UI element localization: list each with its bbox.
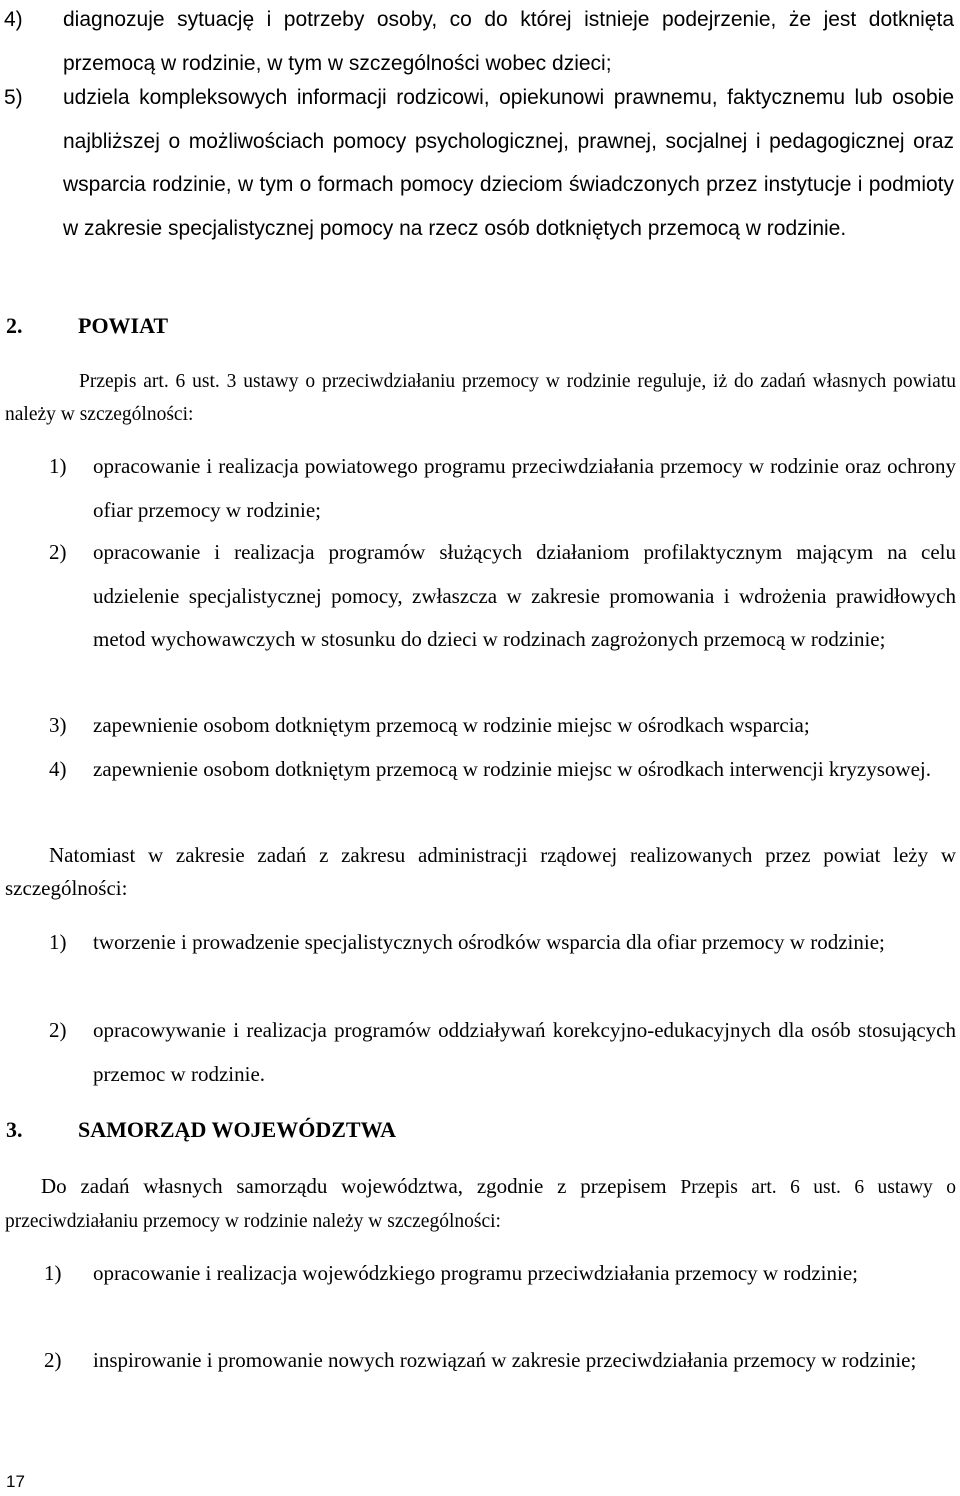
list-item-number: 5) xyxy=(4,86,23,109)
section-title: SAMORZĄD WOJEWÓDZTWA xyxy=(78,1117,397,1142)
list-item-text: zapewnienie osobom dotkniętym przemocą w rodzinie miejsc w ośrodkach wsparcia; xyxy=(93,713,810,737)
list-item-number: 2) xyxy=(49,1018,67,1042)
list-item-text: zapewnienie osobom dotkniętym przemocą w rodzinie miejsc w ośrodkach interwencji kryzysowej. xyxy=(93,757,931,781)
list-item-number: 1) xyxy=(44,1261,62,1285)
list-item-number: 4) xyxy=(49,757,67,781)
list-item-text: diagnozuje sytuację i potrzeby osoby, co do której istnieje podejrzenie, że jest dotknięta przemocą w rodzinie, w tym w szczególności wobec dzieci; xyxy=(63,8,954,75)
list-item-number: 2) xyxy=(49,540,67,564)
list-item-5 xyxy=(4,76,954,250)
list-item-text: tworzenie i prowadzenie specjalistycznych ośrodków wsparcia dla ofiar przemocy w rodzinie; xyxy=(93,930,885,954)
section-number: 2. xyxy=(6,313,23,338)
list-item-text: opracowanie i realizacja wojewódzkiego programu przeciwdziałania przemocy w rodzinie; xyxy=(93,1261,858,1285)
powiat-list-item-3 xyxy=(49,704,956,748)
powiat-list-item-2 xyxy=(49,531,956,662)
section3-intro-text: Do zadań własnych samorządu województwa, zgodnie z przepisem xyxy=(41,1174,667,1198)
admin-list-item-1 xyxy=(49,921,956,965)
section-title: POWIAT xyxy=(78,313,169,338)
list-item-text: udziela kompleksowych informacji rodzicowi, opiekunowi prawnemu, faktycznemu lub osobie najbliższej o możliwościach pomocy psychologicznej, prawnej, socjalnej i pedagogicznej oraz wsparcia rodzinie, w tym o formach pomocy dzieciom świadczonych przez instytucje i podmioty w zakresie specjalistycznej pomocy na rzecz osób dotkniętych przemocą w rodzinie. xyxy=(63,86,954,240)
section2-intro-paragraph: Przepis art. 6 ust. 3 ustawy o przeciwdziałaniu przemocy w rodzinie reguluje, iż do zadań własnych powiatu należy w szczególności: xyxy=(5,371,956,425)
section3-intro-reference: Przepis art. 6 ust. 6 ustawy o przeciwdziałaniu przemocy w rodzinie należy w szczególności: xyxy=(5,1177,956,1232)
section-number: 3. xyxy=(6,1117,23,1142)
list-item-number: 3) xyxy=(49,713,67,737)
list-item-number: 1) xyxy=(49,930,67,954)
powiat-list-item-1 xyxy=(49,445,956,532)
powiat-list-item-4 xyxy=(49,748,956,792)
list-item-number: 1) xyxy=(49,454,67,478)
list-item-text: opracowanie i realizacja programów służących działaniom profilaktycznym mającym na celu udzielenie specjalistycznej pomocy, zwłaszcza w zakresie promowania i wdrożenia prawidłowych metod wychowawczych w stosunku do dzieci w rodzinach zagrożonych przemocą w rodzinie; xyxy=(93,540,956,651)
list-item-text: inspirowanie i promowanie nowych rozwiązań w zakresie przeciwdziałania przemocy w rodzinie; xyxy=(93,1348,917,1372)
list-item-number: 4) xyxy=(4,8,23,31)
list-item-4 xyxy=(4,0,954,85)
section2-admin-paragraph: Natomiast w zakresie zadań z zakresu administracji rządowej realizowanych przez powiat leży w szczególności: xyxy=(5,843,956,900)
wojewodztwo-list-item-1 xyxy=(44,1252,956,1296)
admin-list-item-2 xyxy=(49,1009,956,1096)
list-item-number: 2) xyxy=(44,1348,62,1372)
wojewodztwo-list-item-2 xyxy=(44,1339,956,1383)
section3-intro-paragraph xyxy=(5,1170,956,1238)
list-item-text: opracowywanie i realizacja programów oddziaływań korekcyjno-edukacyjnych dla osób stosujących przemoc w rodzinie. xyxy=(93,1018,956,1086)
list-item-text: opracowanie i realizacja powiatowego programu przeciwdziałania przemocy w rodzinie oraz ochrony ofiar przemocy w rodzinie; xyxy=(93,454,956,522)
page-number: 17 xyxy=(6,1472,25,1491)
